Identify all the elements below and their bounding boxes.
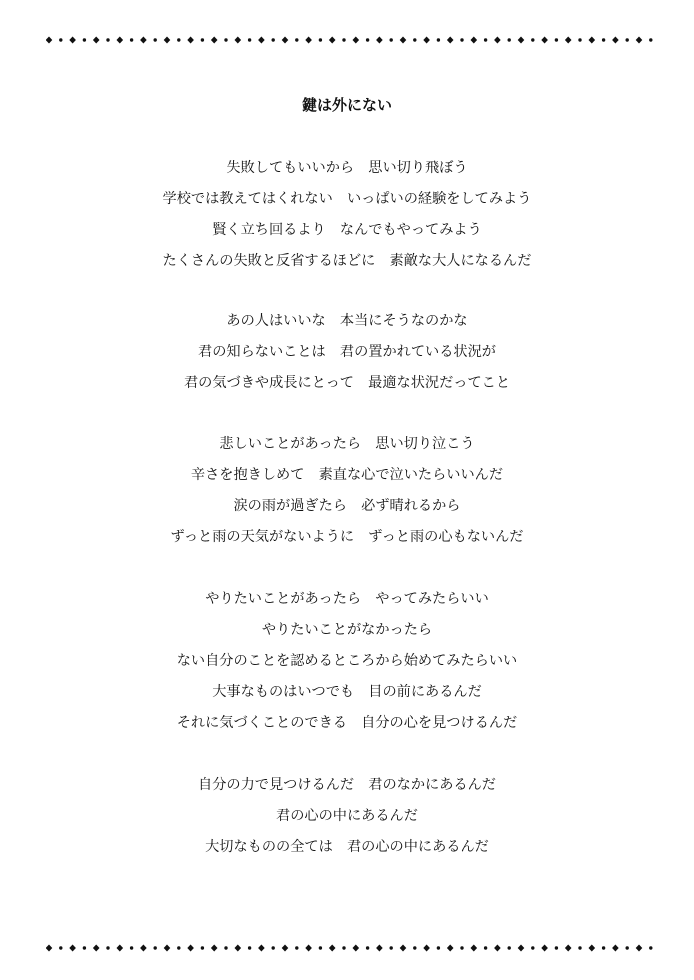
stanza-5 bbox=[0, 770, 694, 863]
poem-line: たくさんの失敗と反省するほどに 素敵な大人になるんだ bbox=[162, 253, 532, 269]
poem-line: 君の知らないことは 君の置かれている状況が bbox=[198, 344, 496, 360]
poem-line: ずっと雨の天気がないように ずっと雨の心もないんだ bbox=[170, 529, 524, 545]
poem-title: 鍵は外にない bbox=[301, 96, 392, 114]
poem-line: 涙の雨が過ぎたら 必ず晴れるから bbox=[233, 498, 461, 514]
top-decorative-border bbox=[46, 35, 656, 45]
diamond-dot-border-icon bbox=[46, 35, 656, 45]
poem-line: 学校では教えてはくれない いっぱいの経験をしてみよう bbox=[162, 191, 532, 207]
diamond-dot-border-icon bbox=[46, 943, 656, 953]
poem-line: やりたいことがなかったら bbox=[261, 622, 433, 638]
poem-line: 賢く立ち回るより なんでもやってみよう bbox=[212, 222, 482, 238]
poem-line: 君の気づきや成長にとって 最適な状況だってこと bbox=[183, 375, 511, 391]
poem-line: やりたいことがあったら やってみたらいい bbox=[205, 591, 489, 607]
stanza-4 bbox=[0, 584, 694, 739]
stanza-1 bbox=[0, 153, 694, 277]
poem-line: 君の心の中にあるんだ bbox=[276, 808, 418, 824]
stanza-2 bbox=[0, 306, 694, 399]
poem-line: それに気づくことのできる 自分の心を見つけるんだ bbox=[176, 715, 518, 731]
poem-line: 自分の力で見つけるんだ 君のなかにあるんだ bbox=[198, 777, 496, 793]
poem-line: 大事なものはいつでも 目の前にあるんだ bbox=[212, 684, 482, 700]
poem-line: 大切なものの全ては 君の心の中にあるんだ bbox=[205, 839, 489, 855]
poem-line: あの人はいいな 本当にそうなのかな bbox=[226, 313, 468, 329]
stanza-3 bbox=[0, 429, 694, 553]
bottom-decorative-border bbox=[46, 943, 656, 953]
poem-line: 悲しいことがあったら 思い切り泣こう bbox=[219, 436, 475, 452]
poem-line: 辛さを抱きしめて 素直な心で泣いたらいいんだ bbox=[190, 467, 504, 483]
poem-line: 失敗してもいいから 思い切り飛ぼう bbox=[226, 160, 468, 176]
poem-line: ない自分のことを認めるところから始めてみたらいい bbox=[176, 653, 518, 669]
